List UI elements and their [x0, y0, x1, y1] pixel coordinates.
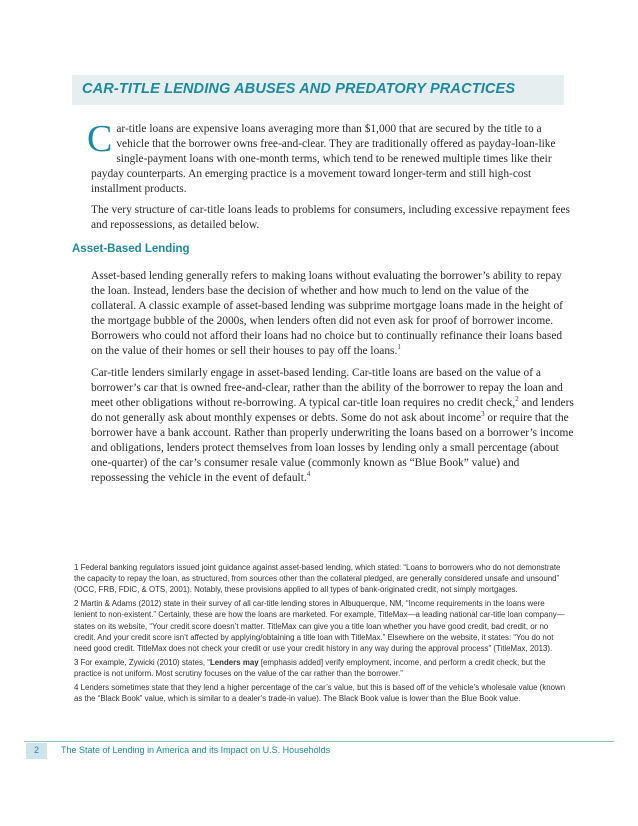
page-number: 2: [33, 745, 39, 755]
footnote-3: [74, 657, 568, 679]
footnote-ref-4[interactable]: 4: [306, 470, 311, 479]
paragraph-text: or require that the borrower have a bank account. Rather than properly underwriting the loans based on a borrower’s income and obligations, lenders protect themselves from loan losses by lending only a small percentage (about one-quarter) of the car’s consumer resale value (commonly known as “Blue Book” value) and repossessing the vehicle in the event of default.: [91, 412, 574, 484]
section-heading: Asset-Based Lending: [72, 243, 190, 255]
paragraph-text: Asset-based lending generally refers to making loans without evaluating the borrower’s ability to repay the loan. Instead, lenders base the decision of whether and how much to lend on the value of the collateral. A classic example of asset-based lending was subprime mortgage loans made in the height of the mortgage bubble of the 2000s, when lenders often did not even ask for proof of borrower income. Borrowers who could not afford their loans had no choice but to continually refinance their loans based on the value of their homes or sell their houses to pay off the loans.: [91, 270, 563, 357]
footer-title: The State of Lending in America and its Impact on U.S. Households: [61, 745, 331, 755]
paragraph-text: and lenders do not generally ask about monthly expenses or debts. Some do not ask about income: [91, 397, 574, 424]
footnote-ref-3[interactable]: 3: [481, 410, 485, 419]
asset-lending-paragraph-2: [91, 366, 575, 486]
footnote-text: 3 For example, Zywicki (2010) states, “: [74, 657, 210, 667]
page-title: CAR-TITLE LENDING ABUSES AND PREDATORY PRACTICES: [82, 81, 516, 97]
intro-paragraph: [87, 118, 575, 197]
footnote-text: [emphasis added] verify employment, income, and perform a credit check, but the practice is not uniform. Most scrutiny focuses on the value of the car rather than the borrower.”: [74, 657, 546, 678]
footnote-ref-1[interactable]: 1: [397, 343, 401, 352]
footnote-emphasis: Lenders may: [209, 657, 259, 667]
footer-divider: [24, 741, 614, 742]
asset-lending-paragraph-1: [91, 269, 575, 359]
footnotes: [74, 562, 568, 706]
page-number-box: [26, 743, 47, 759]
footnote-2: 2 Martin & Adams (2012) state in their survey of all car-title lending stores in Albuquerque, NM, “Income requirements in the loans were lenient to non-existent.” Certainly, these are how the loans are marketed. For example, TitleMax—a leading national car-title loan company—states on its website, “Your credit score doesn’t matter. TitleMax can give you a title loan whether you have good credit, bad credit, or no credit. And your credit score isn’t affected by applying/obtaining a title loan with TitleMax.” Elsewhere on the website, it states: “You do not need good credit. TitleMax does not check your credit or use your credit history in any way during the approval process” (TitleMax, 2013).: [74, 599, 565, 653]
footnote-4: 4 Lenders sometimes state that they lend a higher percentage of the car’s value, but this is based off of the vehicle’s wholesale value (known as the “Black Book” value, which is similar to a dealer’s trade-in value). The Black Book value is lower than the Blue Book value.: [74, 682, 566, 703]
paragraph-text: Car-title lenders similarly engage in asset-based lending. Car-title loans are based on the value of a borrower’s car that is owned free-and-clear, rather than the ability of the borrower to repay the loan and meet other obligations without re-borrowing. A typical car-title loan requires no credit check,: [91, 367, 563, 409]
intro-text: ar-title loans are expensive loans averaging more than $1,000 that are secured by the title to a vehicle that the borrower owns free-and-clear. They are traditionally offered as payday-loan-like single-payment loans with one-month terms, which tend to be renewed multiple times like their payday counterparts. An emerging practice is a movement toward longer-term and still high-cost installment products.: [91, 123, 556, 195]
body-paragraph-2: The very structure of car-title loans leads to problems for consumers, including excessive repayment fees and repossessions, as detailed below.: [91, 204, 570, 231]
drop-cap: C: [87, 118, 113, 160]
footnote-ref-2[interactable]: 2: [515, 395, 519, 404]
footnote-1: 1 Federal banking regulators issued joint guidance against asset-based lending, which stated: “Loans to borrowers who do not demonstrate the capacity to repay the loan, as structured, from sources other than the collateral pledged, are generally considered unsafe and unsound” (OCC, FRB, FDIC, & OTS, 2001). Notably, these provisions applied to all types of bank-originated credit, not simply mortgages.: [74, 563, 561, 595]
section-title-bar: [72, 75, 564, 105]
